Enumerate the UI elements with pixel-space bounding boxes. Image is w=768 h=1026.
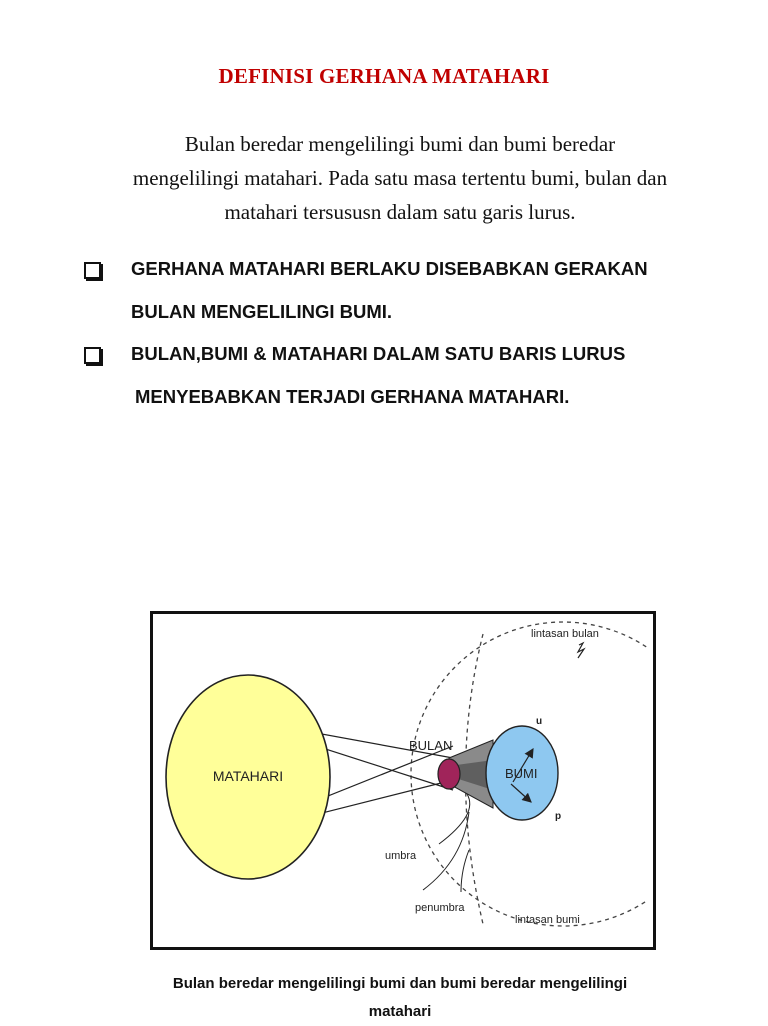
page-title: DEFINISI GERHANA MATAHARI	[218, 64, 550, 88]
p-label: p	[555, 811, 562, 822]
bullet-item	[84, 343, 744, 413]
bullet-line: BULAN,BUMI & MATAHARI DALAM SATU BARIS LURUS	[131, 343, 626, 364]
diagram-svg	[153, 614, 647, 941]
caption-line: Bulan beredar mengelilingi bumi dan bumi beredar mengelilingi	[172, 975, 628, 992]
paragraph-line: mengelilingi matahari. Pada satu masa tertentu bumi, bulan dan	[132, 166, 668, 190]
earth-orbit-pointer	[461, 850, 469, 892]
figure-caption	[0, 970, 768, 1026]
earth-label: BUMI	[505, 766, 538, 781]
u-label: u	[536, 716, 543, 727]
checkbox-bullet-icon	[84, 347, 101, 364]
checkbox-bullet-icon	[84, 262, 101, 279]
umbra-pointer	[439, 794, 470, 844]
umbra-label: umbra	[385, 850, 417, 862]
moon-orbit-pointer	[578, 643, 584, 658]
bullet-line: BULAN MENGELILINGI BUMI.	[131, 301, 393, 322]
bullet-line: MENYEBABKAN TERJADI GERHANA MATAHARI.	[135, 386, 570, 407]
moon-orbit-label: lintasan bulan	[531, 628, 599, 640]
bullet-line: GERHANA MATAHARI BERLAKU DISEBABKAN GERAKAN	[131, 258, 648, 279]
paragraph-line: matahari tersususn dalam satu garis lurus.	[224, 200, 576, 224]
moon-circle	[438, 759, 460, 789]
intro-paragraph	[88, 127, 712, 229]
earth-orbit-label: lintasan bumi	[515, 914, 580, 926]
penumbra-label: penumbra	[415, 902, 465, 914]
sun-label: MATAHARI	[212, 768, 284, 784]
moon-label: BULAN	[409, 738, 453, 753]
caption-line: matahari	[368, 1003, 432, 1020]
bullet-item	[84, 258, 744, 328]
solar-eclipse-diagram	[150, 611, 656, 950]
paragraph-line: Bulan beredar mengelilingi bumi dan bumi beredar	[184, 132, 616, 156]
